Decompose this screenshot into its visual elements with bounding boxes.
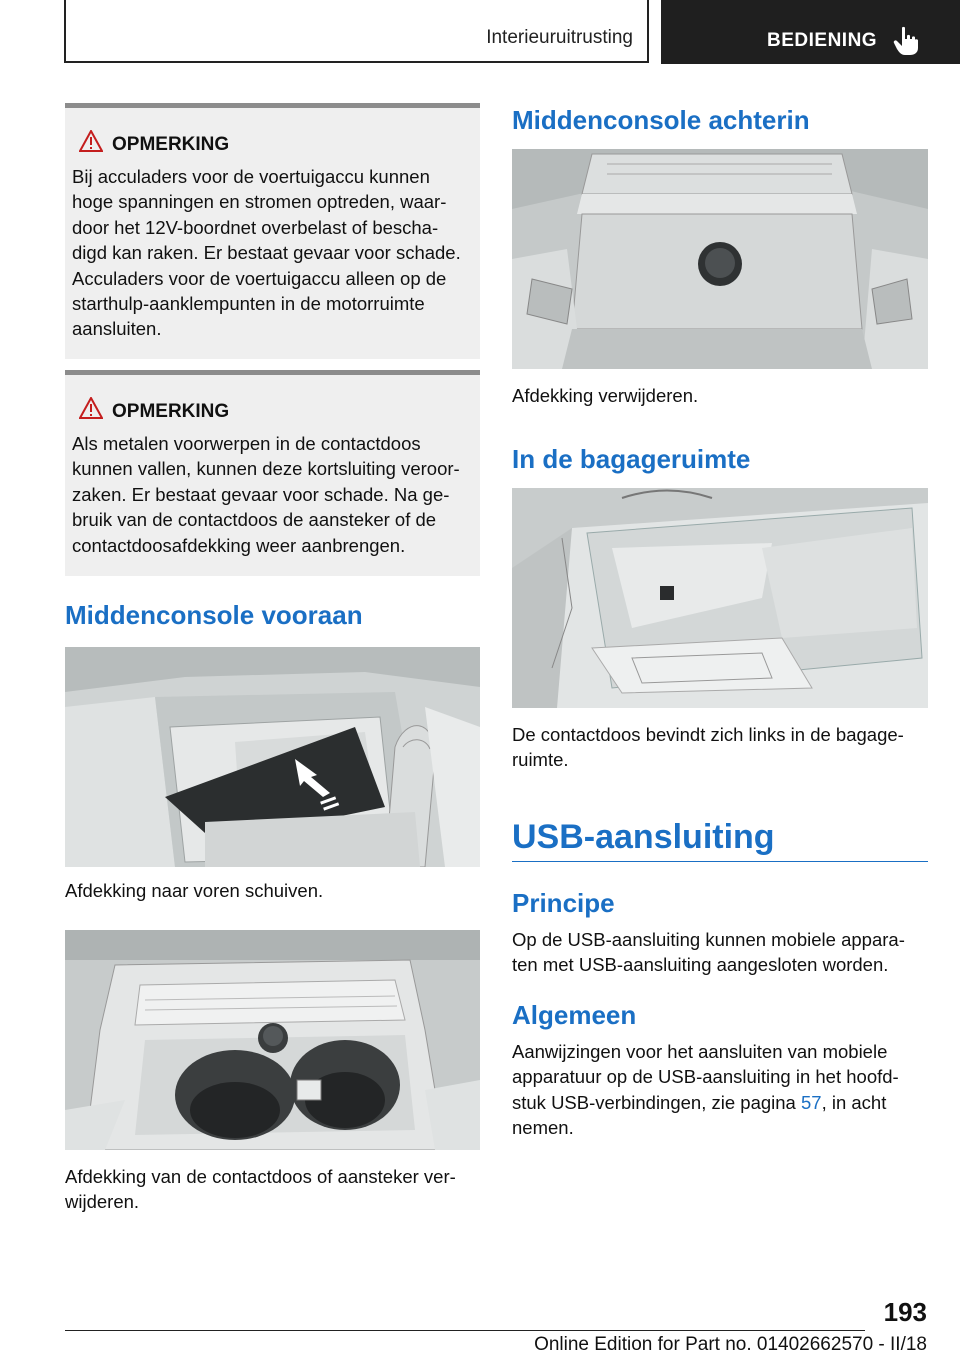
note-title: OPMERKING	[112, 401, 230, 422]
heading-front-console: Middenconsole vooraan	[65, 600, 363, 630]
note-title: OPMERKING	[112, 134, 230, 155]
warning-note-1	[65, 103, 480, 359]
caption-front-1: Afdekking naar voren schuiven.	[65, 880, 324, 901]
warning-note-2	[65, 370, 480, 576]
page-link[interactable]: 57	[800, 1091, 822, 1113]
page-number: 193	[883, 1297, 927, 1327]
warning-triangle-icon	[79, 397, 103, 419]
front-console-photo	[65, 647, 480, 867]
heading-general: Algemeen	[512, 1000, 637, 1030]
heading-rear-console: Middenconsole achterin	[512, 105, 810, 135]
section-tab	[64, 0, 649, 63]
principle-text: Op de USB-aansluiting kunnen mobiele appara- ten met USB-aansluiting aangesloten worden.	[512, 929, 905, 976]
heading-usb: USB-aansluiting	[512, 818, 775, 856]
page-header	[0, 0, 960, 68]
general-text: Aanwijzingen voor het aansluiten van mobiele apparatuur op de USB-aansluiting in het hoofd- stuk USB-verbindingen, zie pagina 57, in acht nemen.	[512, 1041, 899, 1139]
chapter-tab	[661, 0, 960, 64]
rear-console-photo	[512, 149, 928, 369]
heading-rule	[512, 861, 928, 862]
edition-text: Online Edition for Part no. 01402662570 - II/18	[534, 1334, 927, 1355]
footer-rule	[65, 1330, 865, 1331]
heading-trunk: In de bagageruimte	[512, 444, 751, 474]
pointing-hand-icon	[893, 26, 919, 56]
note-text: Bij acculaders voor de voertuigaccu kunnen hoge spanningen en stromen optreden, waar- door het 12V-boordnet overbelast of bescha- digd kan raken. Er bestaat gevaar voor schade. Acculaders voor de voertuigaccu alleen op de starthulp-aanklempunten in de motorruimte aansluiten.	[72, 166, 461, 340]
section-title: Interieuruitrusting	[486, 27, 633, 48]
note-text: Als metalen voorwerpen in de contactdoos kunnen vallen, kunnen deze kortsluiting veroor- zaken. Er bestaat gevaar voor schade. Na ge- bruik van de contactdoos de aansteker of de contactdoosafdekking weer aanbrengen.	[72, 433, 460, 556]
warning-triangle-icon	[79, 130, 103, 152]
cupholder-photo	[65, 930, 480, 1150]
caption-trunk: De contactdoos bevindt zich links in de bagage- ruimte.	[512, 724, 904, 771]
heading-principle: Principe	[512, 888, 615, 918]
trunk-photo	[512, 488, 928, 708]
caption-front-2: Afdekking van de contactdoos of aansteker ver- wijderen.	[65, 1166, 456, 1213]
caption-rear: Afdekking verwijderen.	[512, 385, 699, 406]
chapter-title: BEDIENING	[767, 30, 878, 51]
